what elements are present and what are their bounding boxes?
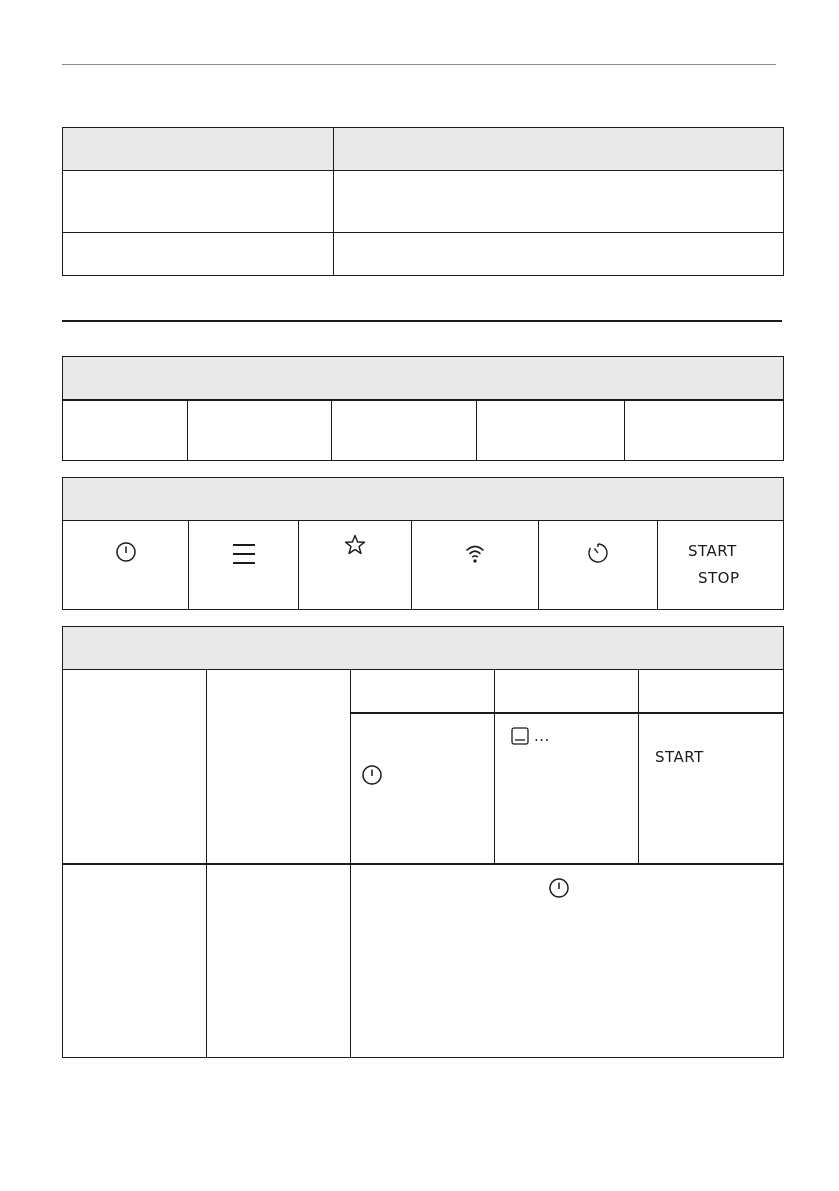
wifi-button-cell <box>412 521 539 610</box>
favourite-button-cell <box>299 521 412 610</box>
star-icon <box>344 534 366 556</box>
overview-table-header <box>63 357 784 400</box>
display-ellipsis: ... <box>534 726 550 745</box>
wifi-icon <box>464 542 486 564</box>
steps-table-header <box>63 627 784 670</box>
start-stop-button-cell <box>658 521 784 610</box>
step-power-cell <box>351 713 495 864</box>
info-table-header-cell <box>334 128 784 171</box>
steps-table-cell <box>63 670 207 864</box>
step-start-cell <box>639 713 784 864</box>
menu-button-cell <box>189 521 299 610</box>
power-icon <box>115 541 137 563</box>
power-button-cell <box>63 521 189 610</box>
power-icon <box>361 764 383 786</box>
section-rule <box>62 320 782 322</box>
power-icon <box>548 877 570 899</box>
steps-note-cell <box>351 864 784 1058</box>
step-display-cell <box>495 713 639 864</box>
oven-display-icon <box>511 727 529 745</box>
steps-table-cell <box>63 864 207 1058</box>
start-label: START <box>655 747 704 766</box>
buttons-table-header <box>63 478 784 521</box>
info-table-cell <box>63 171 334 233</box>
steps-subheader-cell <box>351 670 495 713</box>
start-label: START <box>688 542 737 560</box>
overview-table-cell <box>477 400 625 461</box>
overview-table-cell <box>188 400 332 461</box>
info-table-cell <box>334 171 784 233</box>
info-table-header-cell <box>63 128 334 171</box>
timer-icon <box>586 541 610 565</box>
info-table-cell <box>63 233 334 276</box>
overview-table-cell <box>332 400 477 461</box>
overview-table <box>62 356 784 461</box>
steps-table-cell <box>207 670 351 864</box>
header-rule <box>62 64 776 65</box>
buttons-table <box>62 477 784 610</box>
info-table-cell <box>334 233 784 276</box>
steps-subheader-cell <box>639 670 784 713</box>
stop-label: STOP <box>698 569 740 587</box>
steps-table-cell <box>207 864 351 1058</box>
info-table <box>62 127 784 276</box>
timer-button-cell <box>539 521 658 610</box>
menu-icon <box>232 543 256 565</box>
overview-table-cell <box>63 400 188 461</box>
steps-table <box>62 626 784 1058</box>
steps-subheader-cell <box>495 670 639 713</box>
overview-table-cell <box>625 400 784 461</box>
